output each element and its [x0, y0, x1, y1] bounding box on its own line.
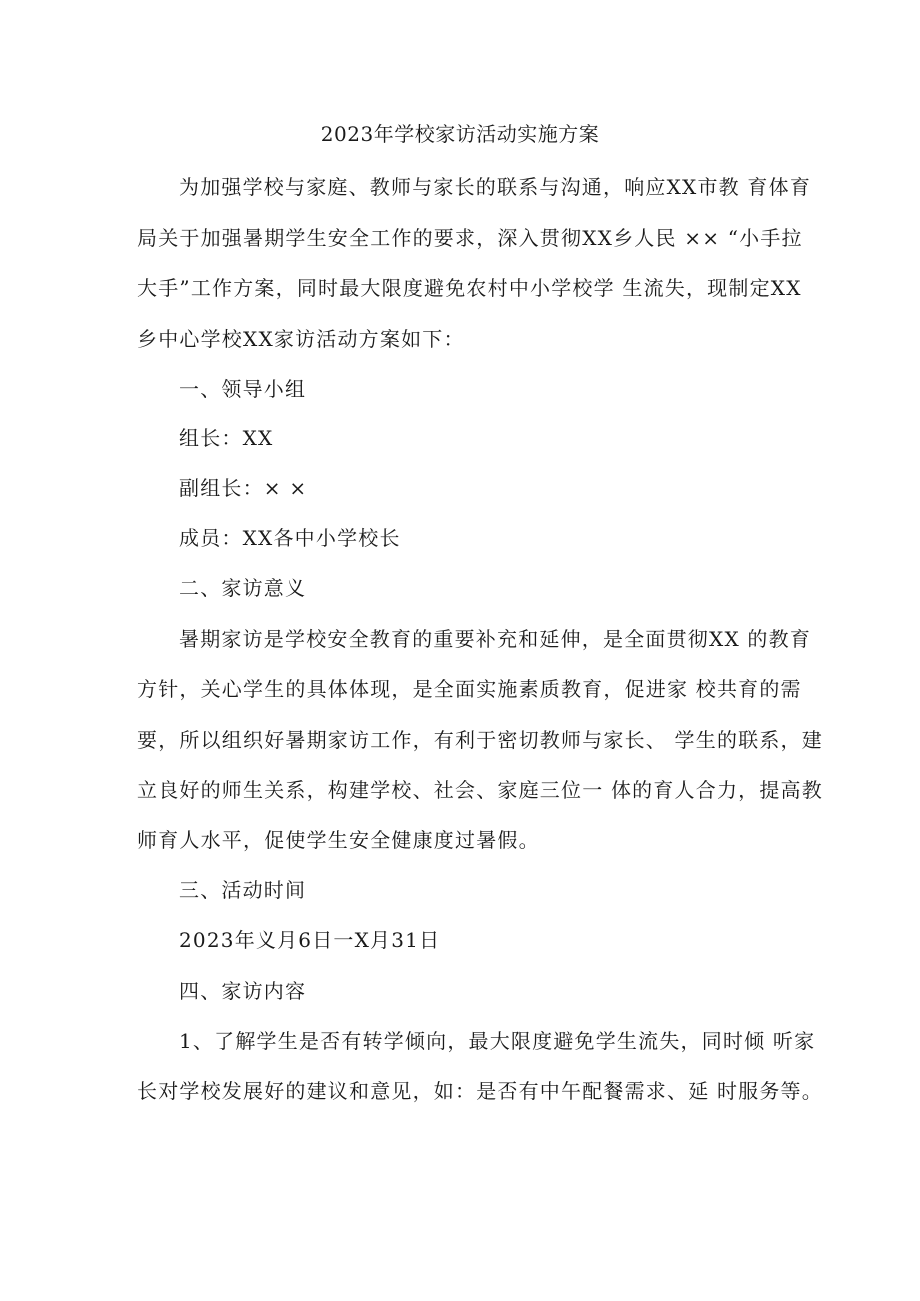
- document-title: 2023年学校家访活动实施方案: [320, 122, 600, 146]
- paragraph-line: 长对学校发展好的建议和意见，如：是否有中午配餐需求、延 时服务等。: [137, 1079, 823, 1103]
- activity-date-line: 2023年义月6日一X月31日: [179, 928, 441, 952]
- paragraph-line: 局关于加强暑期学生安全工作的要求，深入贯彻XX乡人民 ×× “小手拉: [137, 226, 803, 250]
- paragraph-line: 1、了解学生是否有转学倾向，最大限度避免学生流失，同时倾 听家: [179, 1029, 816, 1053]
- paragraph-line: 为加强学校与家庭、教师与家长的联系与沟通，响应XX市教 育体育: [179, 175, 812, 199]
- deputy-leader-line: 副组长：× ×: [179, 476, 308, 500]
- members-line: 成员：XX各中小学校长: [179, 526, 401, 550]
- group-leader-line: 组长：XX: [179, 426, 274, 450]
- paragraph-line: 方针，关心学生的具体体现，是全面实施素质教育，促进家 校共育的需: [137, 677, 802, 701]
- paragraph-line: 立良好的师生关系，构建学校、社会、家庭三位一 体的育人合力，提高教: [137, 778, 823, 802]
- section-heading-leadership: 一、领导小组: [179, 377, 307, 401]
- paragraph-line: 大手”工作方案，同时最大限度避免农村中小学校学 生流失，现制定XX: [137, 276, 802, 300]
- paragraph-line: 要，所以组织好暑期家访工作，有利于密切教师与家长、 学生的联系，建: [137, 728, 823, 752]
- paragraph-line: 师育人水平，促使学生安全健康度过暑假。: [137, 828, 540, 852]
- section-heading-time: 三、活动时间: [179, 878, 307, 902]
- section-heading-significance: 二、家访意义: [179, 576, 307, 600]
- paragraph-line: 乡中心学校XX家访活动方案如下：: [137, 327, 465, 351]
- paragraph-line: 暑期家访是学校安全教育的重要补充和延伸，是全面贯彻XX 的教育: [179, 627, 812, 651]
- section-heading-content: 四、家访内容: [179, 979, 307, 1003]
